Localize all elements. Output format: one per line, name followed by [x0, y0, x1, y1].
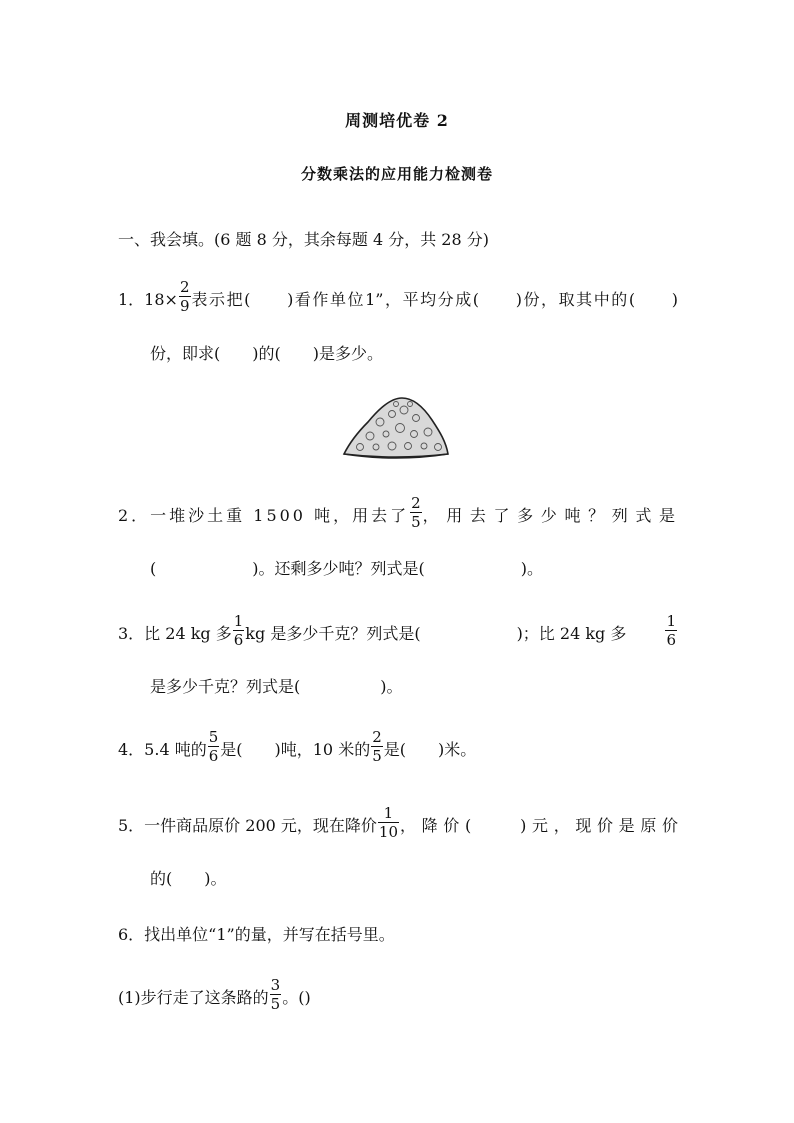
question-5	[118, 802, 678, 846]
sand-pile-icon	[340, 392, 452, 462]
fraction	[378, 805, 399, 840]
fraction-denominator: 6	[208, 746, 219, 765]
question-1	[118, 278, 678, 318]
fraction-denominator: 9	[179, 296, 190, 315]
question-5-prefix: 5．一件商品原价 200 元，现在降价	[118, 815, 377, 835]
page-title: 周测培优卷 2	[345, 111, 449, 130]
question-3-prefix: 3．比 24 kg 多	[118, 623, 232, 643]
fraction-denominator: 6	[233, 630, 244, 649]
fraction-numerator: 2	[179, 277, 190, 296]
question-2-suffix: ，用去了多少吨？列式是	[422, 505, 678, 525]
question-1-line2: 份，即求( )的( )是多少。	[150, 344, 383, 363]
question-5-line2: 的( )。	[150, 869, 227, 888]
question-4-prefix: 4．5.4 吨的	[118, 739, 207, 759]
fraction	[233, 613, 245, 648]
question-4	[118, 726, 476, 770]
question-4-suffix: 是( )米。	[383, 739, 477, 759]
question-2	[118, 492, 678, 536]
page-subtitle: 分数乘法的应用能力检测卷	[300, 165, 493, 183]
fraction-denominator: 5	[270, 994, 281, 1013]
fraction-numerator: 5	[208, 727, 219, 746]
question-3	[118, 610, 678, 654]
fraction	[371, 729, 383, 764]
fraction-denominator: 6	[666, 630, 676, 649]
question-4-middle: 是( )吨，10 米的	[220, 739, 371, 759]
question-6-sub-1-suffix: 。()	[282, 987, 311, 1007]
fraction-numerator: 2	[372, 727, 382, 746]
question-6-sub-1	[118, 974, 311, 1018]
question-2-line2: ( )。还剩多少吨？列式是( )。	[150, 559, 543, 578]
question-3-middle: kg 是多少千克？列式是( )；比 24 kg 多	[245, 623, 627, 643]
question-1-prefix: 1．18×	[118, 289, 178, 309]
fraction-numerator: 2	[411, 493, 421, 512]
fraction-numerator: 1	[383, 803, 394, 822]
question-5-suffix: ，降价( )元，现价是原价	[400, 815, 678, 835]
fraction-denominator: 5	[411, 512, 421, 531]
fraction	[270, 977, 282, 1012]
question-1-line1: 表示把( )看作单位1”，平均分成( )份，取其中的( )	[191, 289, 678, 309]
question-3-line2: 是多少千克？列式是( )。	[150, 677, 403, 696]
fraction-numerator: 3	[270, 975, 281, 994]
fraction-denominator: 10	[378, 822, 398, 841]
fraction-numerator: 1	[233, 611, 244, 630]
question-2-prefix: 2．一堆沙土重 1500 吨，用去了	[118, 505, 410, 525]
question-6-sub-1-prefix: (1)步行走了这条路的	[118, 987, 269, 1007]
fraction-numerator: 1	[666, 611, 676, 630]
fraction	[665, 613, 677, 648]
fraction	[179, 279, 191, 314]
section-heading: 一、我会填。(6 题 8 分，其余每题 4 分，共 28 分)	[118, 230, 489, 249]
fraction-denominator: 5	[372, 746, 382, 765]
question-6: 6．找出单位“1”的量，并写在括号里。	[118, 925, 395, 944]
fraction	[208, 729, 220, 764]
fraction	[410, 495, 422, 530]
